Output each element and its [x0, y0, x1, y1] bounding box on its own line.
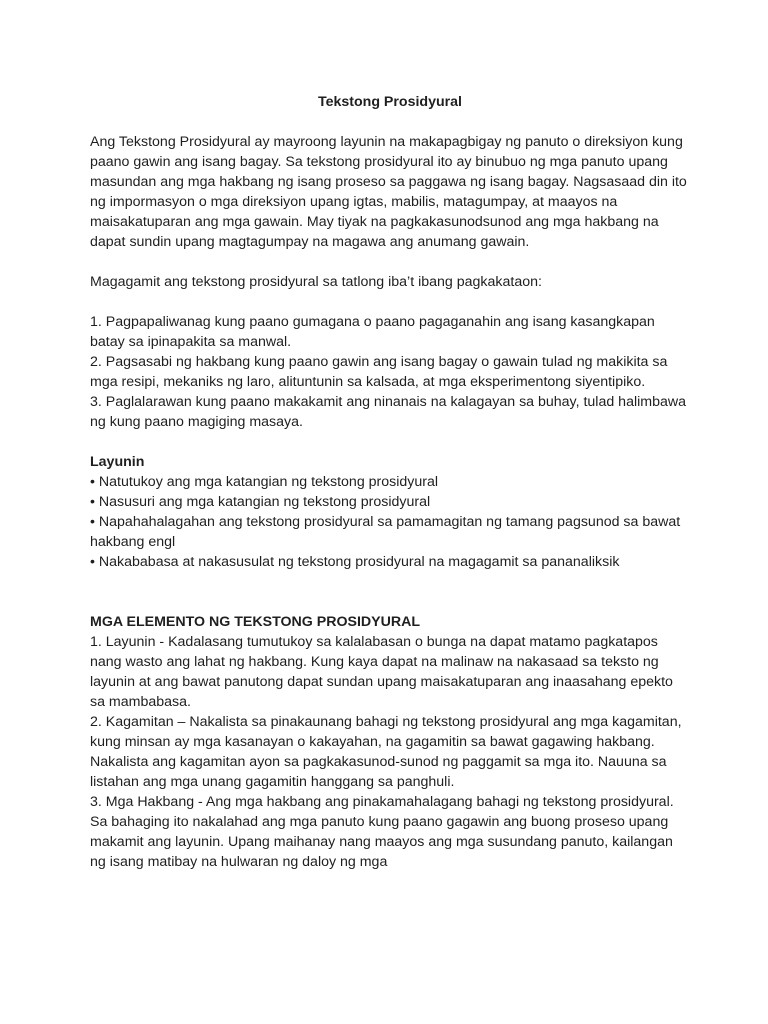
elements-heading: MGA ELEMENTO NG TEKSTONG PROSIDYURAL: [90, 614, 421, 630]
situations-intro: Magagamit ang tekstong prosidyural sa tatlong iba’t ibang pagkakataon:: [90, 274, 542, 290]
layunin-heading: Layunin: [90, 454, 145, 470]
situation-item: 3. Paglalarawan kung paano makakamit ang ninanais na kalagayan sa buhay, tulad halimbawa ng kung paano magiging masaya.: [90, 394, 687, 430]
element-item: 2. Kagamitan – Nakalista sa pinakaunang bahagi ng tekstong prosidyural ang mga kagamitan, kung minsan ay mga kasanayan o kakayahan, na gagamitin sa bawat gagawing hakbang. Nakalista ang kagamitan ayon sa pagkakasunod-sunod ng paggamit sa mga ito. Nauuna sa listahan ang mga unang gagamitin hanggang sa panghuli.: [90, 714, 682, 790]
situation-item: 1. Pagpapaliwanag kung paano gumagana o paano pagaganahin ang isang kasangkapan batay sa ipinapakita sa manwal.: [90, 314, 655, 350]
document-body: [90, 92, 690, 872]
layunin-item: • Napahahalagahan ang tekstong prosidyural sa pamamagitan ng tamang pagsunod sa bawat hakbang engl: [90, 514, 681, 550]
intro-paragraph: Ang Tekstong Prosidyural ay mayroong layunin na makapagbigay ng panuto o direksiyon kung paano gawin ang isang bagay. Sa tekstong prosidyural ito ay binubuo ng mga panuto upang masundan ang mga hakbang ng isang proseso sa paggawa ng isang bagay. Nagsasaad din ito ng impormasyon o mga direksiyon upang igtas, mabilis, matagumpay, at maayos na maisakatuparan ang mga gawain. May tiyak na pagkakasunodsunod ang mga hakbang na dapat sundin upang magtagumpay na magawa ang anumang gawain.: [90, 134, 687, 250]
layunin-item: • Natutukoy ang mga katangian ng tekstong prosidyural: [90, 474, 439, 490]
element-item: 3. Mga Hakbang - Ang mga hakbang ang pinakamahalagang bahagi ng tekstong prosidyural. Sa bahaging ito nakalahad ang mga panuto kung paano gagawin ang buong proseso upang makamit ang layunin. Upang maihanay nang maayos ang mga susundang panuto, kailangan ng isang matibay na hulwaran ng daloy ng mga: [90, 794, 674, 870]
situation-item: 2. Pagsasabi ng hakbang kung paano gawin ang isang bagay o gawain tulad ng makikita sa mga resipi, mekaniks ng laro, alituntunin sa kalsada, at mga eksperimentong siyentipiko.: [90, 354, 668, 390]
layunin-item: • Nasusuri ang mga katangian ng tekstong prosidyural: [90, 494, 431, 510]
document-title: Tekstong Prosidyural: [317, 94, 462, 110]
element-item: 1. Layunin - Kadalasang tumutukoy sa kalalabasan o bunga na dapat matamo pagkatapos nang wasto ang lahat ng hakbang. Kung kaya dapat na malinaw na nakasaad sa teksto ng layunin at ang bawat panutong dapat sundan upang maisakatuparan ang inaasahang epekto sa mambabasa.: [90, 634, 673, 710]
layunin-item: • Nakababasa at nakasusulat ng tekstong prosidyural na magagamit sa pananaliksik: [90, 554, 620, 570]
